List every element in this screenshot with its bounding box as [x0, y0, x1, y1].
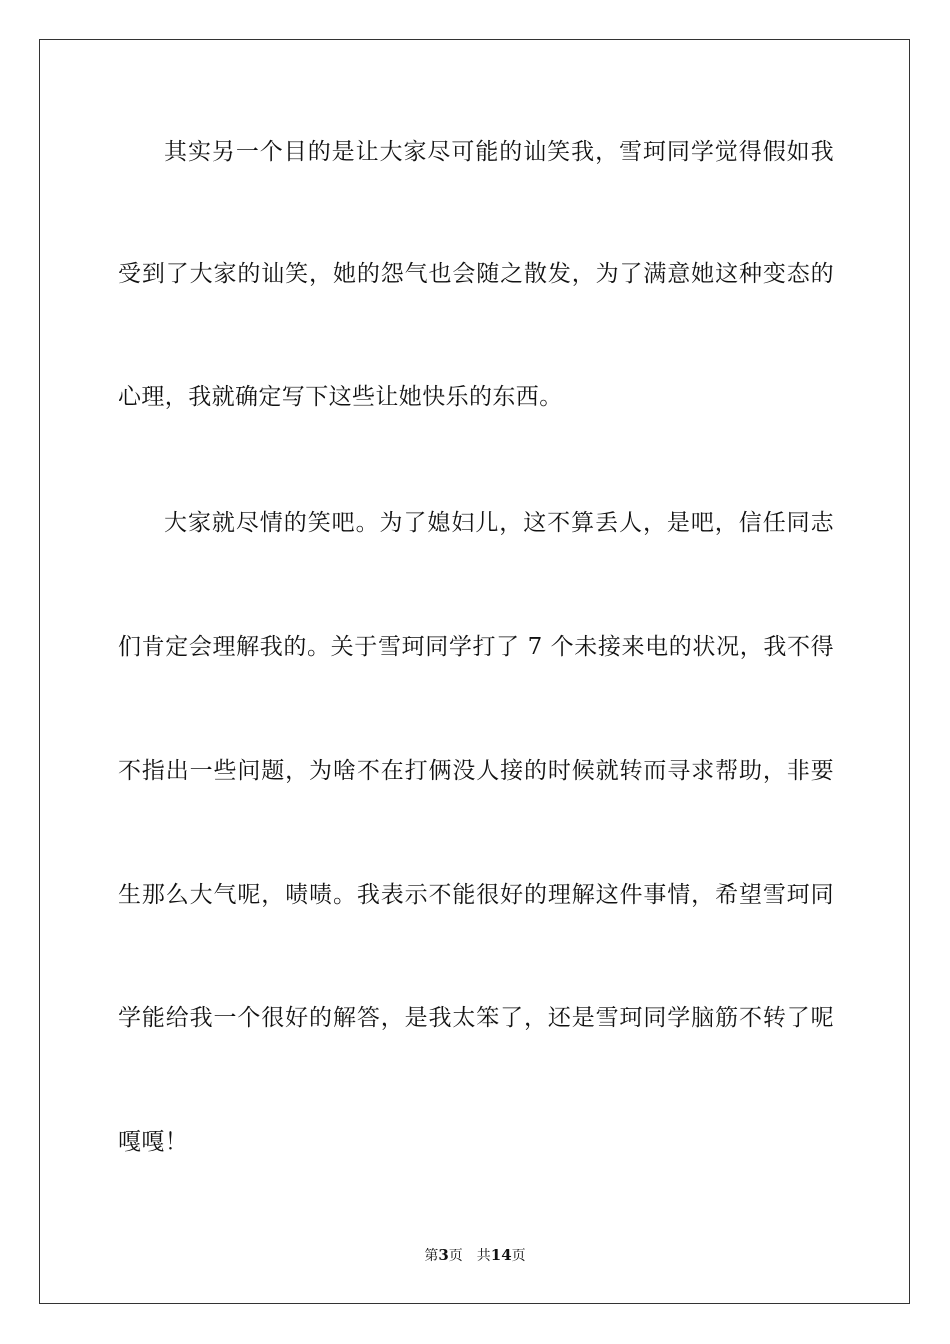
- total-prefix: 共: [476, 1248, 491, 1264]
- page-prefix: 第: [424, 1248, 439, 1264]
- page-footer: [0, 1245, 950, 1266]
- page-border: [39, 39, 910, 1304]
- paragraph-2-line-6: 嘎嘎！: [118, 1129, 189, 1155]
- paragraph-2-line-2: 们肯定会理解我的。关于雪珂同学打了 7 个未接来电的状况，我不得: [118, 634, 834, 660]
- paragraph-2-line-1: 大家就尽情的笑吧。为了媳妇儿，这不算丢人，是吧，信任同志: [164, 510, 834, 536]
- paragraph-2-line-4: 生那么大气呢，啧啧。我表示不能很好的理解这件事情，希望雪珂同: [118, 882, 834, 908]
- total-suffix: 页: [511, 1248, 526, 1264]
- paragraph-2-line-3: 不指出一些问题，为啥不在打俩没人接的时候就转而寻求帮助，非要: [118, 758, 834, 784]
- paragraph-1-line-1: 其实另一个目的是让大家尽可能的讪笑我，雪珂同学觉得假如我: [164, 139, 834, 165]
- total-pages: 14: [490, 1246, 512, 1264]
- paragraph-2-line-5: 学能给我一个很好的解答，是我太笨了，还是雪珂同学脑筋不转了呢: [118, 1005, 834, 1031]
- page-number: 3: [438, 1246, 449, 1264]
- page-suffix: 页: [448, 1248, 463, 1264]
- paragraph-1-line-2: 受到了大家的讪笑，她的怨气也会随之散发，为了满意她这种变态的: [118, 261, 834, 287]
- paragraph-1-line-3: 心理，我就确定写下这些让她快乐的东西。: [118, 384, 563, 410]
